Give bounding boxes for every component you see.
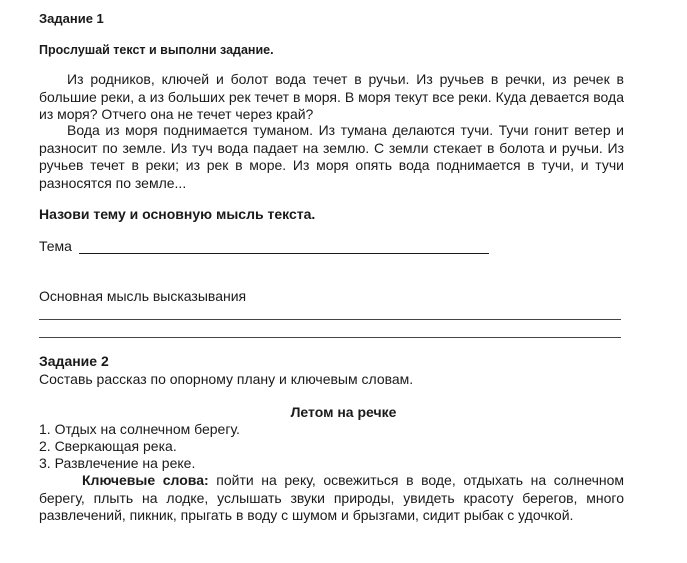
topic-answer-line[interactable] — [79, 253, 489, 254]
main-idea-answer-line-1[interactable] — [39, 319, 621, 320]
task1-instruction: Прослушай текст и выполни задание. — [39, 43, 274, 57]
paragraph-2-text: Вода из моря поднимается туманом. Из тумана делаются тучи. Тучи гонит ветер и разносит по земле. Из туч вода падает на землю. С земли стекает в болота и ручьи. Из ручьев течет в реки; из рек в море. Из моря опять вода поднимается в тучи, и тучи разносятся по земле... — [39, 122, 624, 191]
paragraph-1-text: Из родников, ключей и болот вода течет в ручьи. Из ручьев в речки, из речек в большие реки, а из больших рек течет в моря. В моря текут все реки. Куда девается вода из моря? Отчего она не течет через край? — [39, 71, 624, 122]
task2-instruction: Составь рассказ по опорному плану и ключевым словам. — [39, 371, 414, 387]
reading-paragraph-1 — [39, 71, 624, 124]
keywords-label: Ключевые слова: — [82, 472, 209, 488]
story-title: Летом на речке — [290, 404, 397, 420]
task2-title: Задание 2 — [39, 353, 109, 369]
plan-item-2: 2. Сверкающая река. — [39, 438, 177, 454]
plan-item-1: 1. Отдых на солнечном берегу. — [39, 421, 240, 437]
topic-label: Тема — [39, 238, 72, 254]
keywords-text: пойти на реку, освежиться в воде, отдыхать на солнечном берегу, плыть на лодке, услышать звуки природы, увидеть красоту берегов, много развлечений, пикник, прыгать в воду с шумом и брызгами, сидит рыбак с удочкой. — [39, 472, 625, 523]
main-idea-label: Основная мысль высказывания — [39, 288, 247, 304]
main-idea-answer-line-2[interactable] — [39, 337, 621, 338]
keywords-block — [39, 472, 624, 525]
reading-paragraph-2 — [39, 122, 624, 192]
task1-title: Задание 1 — [39, 11, 104, 26]
plan-item-3: 3. Развлечение на реке. — [39, 455, 196, 471]
task1-question: Назови тему и основную мысль текста. — [39, 206, 316, 222]
